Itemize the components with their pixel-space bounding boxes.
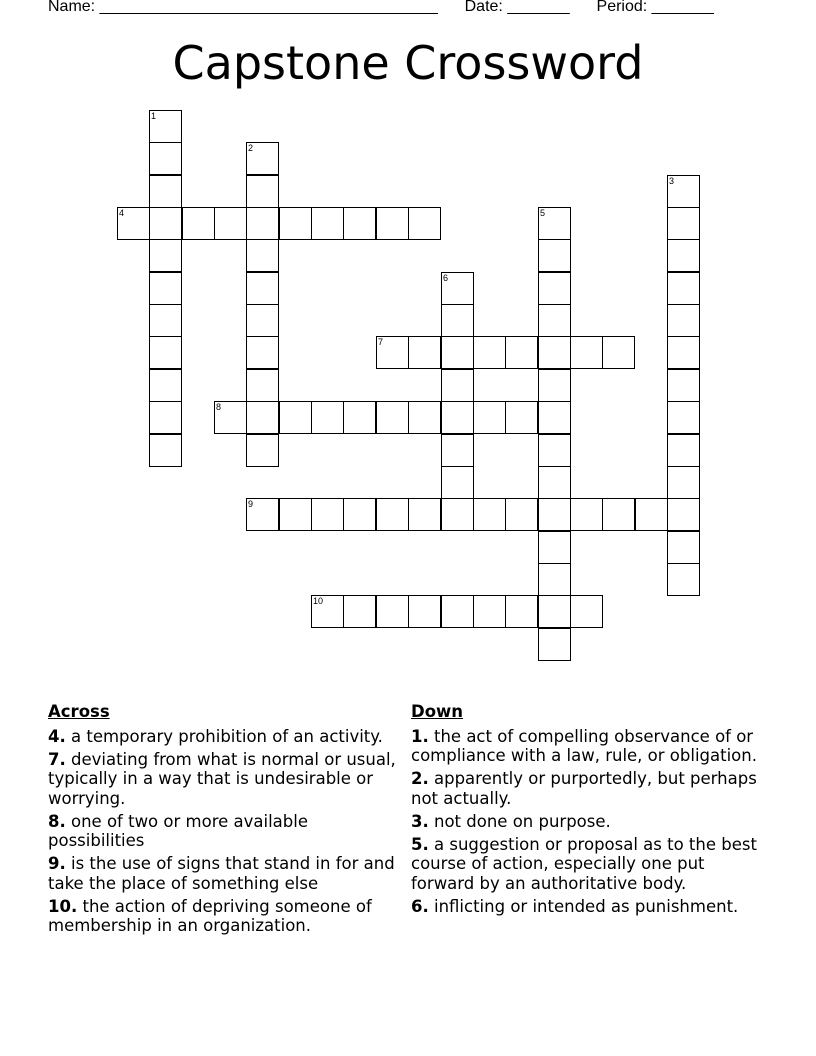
- crossword-cell[interactable]: [149, 304, 182, 337]
- crossword-cell[interactable]: [149, 207, 182, 240]
- crossword-cell[interactable]: [149, 434, 182, 467]
- crossword-cell[interactable]: [376, 336, 409, 369]
- crossword-cell[interactable]: [538, 628, 571, 661]
- crossword-cell[interactable]: [441, 434, 474, 467]
- crossword-cell[interactable]: [343, 498, 376, 531]
- crossword-cell[interactable]: [408, 595, 441, 628]
- crossword-cell[interactable]: [473, 595, 506, 628]
- crossword-cell[interactable]: [667, 272, 700, 305]
- crossword-cell[interactable]: [246, 336, 279, 369]
- crossword-cell[interactable]: [667, 304, 700, 337]
- across-heading: Across: [48, 702, 110, 721]
- crossword-cell[interactable]: [667, 434, 700, 467]
- crossword-cell[interactable]: [408, 401, 441, 434]
- crossword-cell[interactable]: [182, 207, 215, 240]
- crossword-cell[interactable]: [279, 401, 312, 434]
- crossword-cell[interactable]: [149, 369, 182, 402]
- crossword-cell[interactable]: [505, 498, 538, 531]
- crossword-cell[interactable]: [602, 498, 635, 531]
- crossword-cell[interactable]: [538, 498, 571, 531]
- crossword-cell[interactable]: [246, 369, 279, 402]
- crossword-cell[interactable]: [635, 498, 668, 531]
- crossword-cell[interactable]: [376, 207, 409, 240]
- date-field[interactable]: Date: _______: [464, 0, 570, 15]
- crossword-cell[interactable]: [473, 498, 506, 531]
- name-field[interactable]: Name: ______________________________________: [48, 0, 438, 15]
- crossword-cell[interactable]: [538, 369, 571, 402]
- crossword-cell[interactable]: [473, 401, 506, 434]
- crossword-cell[interactable]: [538, 272, 571, 305]
- clue-across: 10. the action of depriving someone of membership in an organization.: [48, 896, 372, 935]
- crossword-cell[interactable]: [279, 207, 312, 240]
- crossword-cell[interactable]: [667, 239, 700, 272]
- clue-across: 8. one of two or more available possibilities: [48, 811, 308, 850]
- crossword-cell[interactable]: [117, 207, 150, 240]
- crossword-cell[interactable]: [441, 336, 474, 369]
- clue-across: 7. deviating from what is normal or usual, typically in a way that is undesirable or worrying.: [48, 749, 396, 808]
- crossword-cell[interactable]: [149, 272, 182, 305]
- crossword-cell[interactable]: [441, 498, 474, 531]
- crossword-cell[interactable]: [246, 272, 279, 305]
- clue-number: 5: [540, 208, 546, 218]
- crossword-cell[interactable]: [343, 207, 376, 240]
- crossword-cell[interactable]: [246, 142, 279, 175]
- crossword-cell[interactable]: [376, 498, 409, 531]
- clue-down: 1. the act of compelling observance of or compliance with a law, rule, or obligation.: [411, 726, 757, 765]
- page-title: Capstone Crossword: [172, 36, 644, 90]
- crossword-cell[interactable]: [538, 207, 571, 240]
- clue-number: 3: [669, 176, 675, 186]
- crossword-cell[interactable]: [538, 239, 571, 272]
- clue-number: 1: [151, 111, 157, 121]
- crossword-cell[interactable]: [311, 401, 344, 434]
- crossword-cell[interactable]: [376, 401, 409, 434]
- crossword-cell[interactable]: [667, 401, 700, 434]
- clue-across: 4. a temporary prohibition of an activity.: [48, 726, 383, 746]
- header-fields: [48, 0, 714, 16]
- crossword-cell[interactable]: [538, 563, 571, 596]
- crossword-cell[interactable]: [311, 498, 344, 531]
- clue-number: 4: [119, 208, 125, 218]
- crossword-cell[interactable]: [149, 142, 182, 175]
- crossword-cell[interactable]: [667, 531, 700, 564]
- crossword-cell[interactable]: [343, 401, 376, 434]
- clue-number: 9: [248, 499, 254, 509]
- clue-down: 2. apparently or purportedly, but perhaps not actually.: [411, 769, 757, 808]
- crossword-cell[interactable]: [246, 304, 279, 337]
- crossword-cell[interactable]: [441, 369, 474, 402]
- crossword-cell[interactable]: [376, 595, 409, 628]
- crossword-cell[interactable]: [602, 336, 635, 369]
- clue-number: 6: [443, 273, 449, 283]
- crossword-cell[interactable]: [667, 369, 700, 402]
- clue-number: 8: [216, 402, 222, 412]
- clue-across: 9. is the use of signs that stand in for and take the place of something else: [48, 854, 395, 893]
- crossword-cell[interactable]: [538, 304, 571, 337]
- crossword-cell[interactable]: [149, 110, 182, 143]
- crossword-cell[interactable]: [667, 207, 700, 240]
- crossword-cell[interactable]: [538, 336, 571, 369]
- crossword-cell[interactable]: [214, 401, 247, 434]
- crossword-cell[interactable]: [246, 434, 279, 467]
- crossword-cell[interactable]: [505, 595, 538, 628]
- crossword-cell[interactable]: [149, 175, 182, 208]
- clue-number: 10: [313, 596, 324, 606]
- crossword-cell[interactable]: [311, 595, 344, 628]
- crossword-cell[interactable]: [667, 498, 700, 531]
- crossword-cell[interactable]: [246, 239, 279, 272]
- crossword-cell[interactable]: [667, 466, 700, 499]
- crossword-cell[interactable]: [246, 175, 279, 208]
- crossword-cell[interactable]: [538, 434, 571, 467]
- crossword-cell[interactable]: [149, 239, 182, 272]
- crossword-cell[interactable]: [408, 207, 441, 240]
- crossword-cell[interactable]: [570, 595, 603, 628]
- crossword-cell[interactable]: [149, 401, 182, 434]
- crossword-cell[interactable]: [570, 336, 603, 369]
- across-clues: [48, 702, 403, 939]
- crossword-cell[interactable]: [214, 207, 247, 240]
- down-heading: Down: [411, 702, 464, 721]
- crossword-cell[interactable]: [441, 304, 474, 337]
- crossword-cell[interactable]: [538, 401, 571, 434]
- crossword-cell[interactable]: [538, 531, 571, 564]
- crossword-cell[interactable]: [279, 498, 312, 531]
- clue-down: 6. inflicting or intended as punishment.: [411, 896, 739, 916]
- crossword-cell[interactable]: [570, 498, 603, 531]
- crossword-cell[interactable]: [149, 336, 182, 369]
- clue-down: 3. not done on purpose.: [411, 811, 611, 831]
- crossword-cell[interactable]: [538, 595, 571, 628]
- clue-number: 7: [378, 337, 384, 347]
- crossword-cell[interactable]: [408, 336, 441, 369]
- period-field[interactable]: Period: _______: [596, 0, 714, 15]
- crossword-cell[interactable]: [311, 207, 344, 240]
- crossword-cell[interactable]: [473, 336, 506, 369]
- crossword-cell[interactable]: [441, 466, 474, 499]
- crossword-cell[interactable]: [246, 207, 279, 240]
- crossword-cell[interactable]: [667, 175, 700, 208]
- crossword-cell[interactable]: [538, 466, 571, 499]
- crossword-cell[interactable]: [246, 498, 279, 531]
- crossword-cell[interactable]: [505, 401, 538, 434]
- crossword-cell[interactable]: [441, 272, 474, 305]
- crossword-cell[interactable]: [441, 595, 474, 628]
- clue-down: 5. a suggestion or proposal as to the best course of action, especially one put forward by an authoritative body.: [411, 834, 757, 893]
- crossword-cell[interactable]: [505, 336, 538, 369]
- down-clues: [411, 702, 766, 920]
- crossword-cell[interactable]: [408, 498, 441, 531]
- crossword-cell[interactable]: [246, 401, 279, 434]
- crossword-cell[interactable]: [667, 336, 700, 369]
- crossword-cell[interactable]: [441, 401, 474, 434]
- clue-number: 2: [248, 143, 254, 153]
- crossword-cell[interactable]: [343, 595, 376, 628]
- crossword-cell[interactable]: [667, 563, 700, 596]
